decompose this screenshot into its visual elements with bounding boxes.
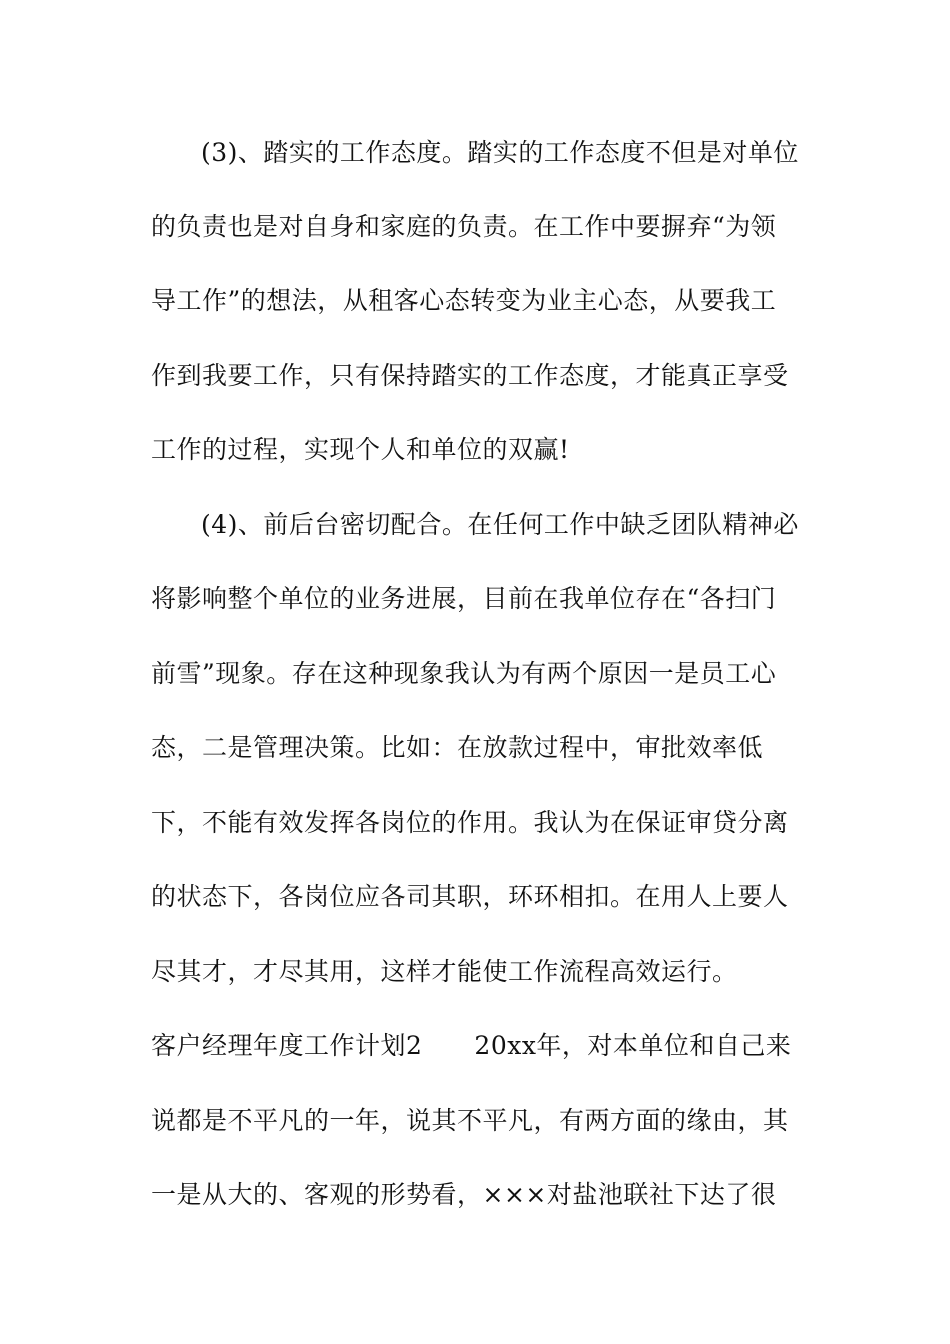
section-heading-line [151,1031,791,1061]
paragraph-line: 态，二是管理决策。比如：在放款过程中，审批效率低 [151,733,764,762]
paragraph-line: 导工作”的想法，从租客心态转变为业主心态，从要我工 [151,286,777,315]
paragraph-line: 尽其才，才尽其用，这样才能使工作流程高效运行。 [151,957,738,986]
paragraph-line: 下，不能有效发挥各岗位的作用。我认为在保证审贷分离 [151,808,789,837]
section-title: 客户经理年度工作计划2 [151,1031,423,1060]
paragraph-line: (3)、踏实的工作态度。踏实的工作态度不但是对单位 [201,138,799,167]
paragraph-start: 20xx年，对本单位和自己来 [474,1031,792,1060]
paragraph-line: 作到我要工作，只有保持踏实的工作态度，才能真正享受 [151,361,789,390]
paragraph-line: 一是从大的、客观的形势看，×××对盐池联社下达了很 [151,1180,777,1209]
paragraph-line: 说都是不平凡的一年，说其不平凡，有两方面的缘由，其 [151,1106,789,1135]
paragraph-line: (4)、前后台密切配合。在任何工作中缺乏团队精神必 [201,510,799,539]
paragraph-line: 前雪”现象。存在这种现象我认为有两个原因一是员工心 [151,659,777,688]
paragraph-line: 的负责也是对自身和家庭的负责。在工作中要摒弃“为领 [151,212,777,241]
paragraph-line: 的状态下，各岗位应各司其职，环环相扣。在用人上要人 [151,882,789,911]
paragraph-line: 将影响整个单位的业务进展，目前在我单位存在“各扫门 [151,584,777,613]
paragraph-line: 工作的过程，实现个人和单位的双赢! [151,435,570,464]
